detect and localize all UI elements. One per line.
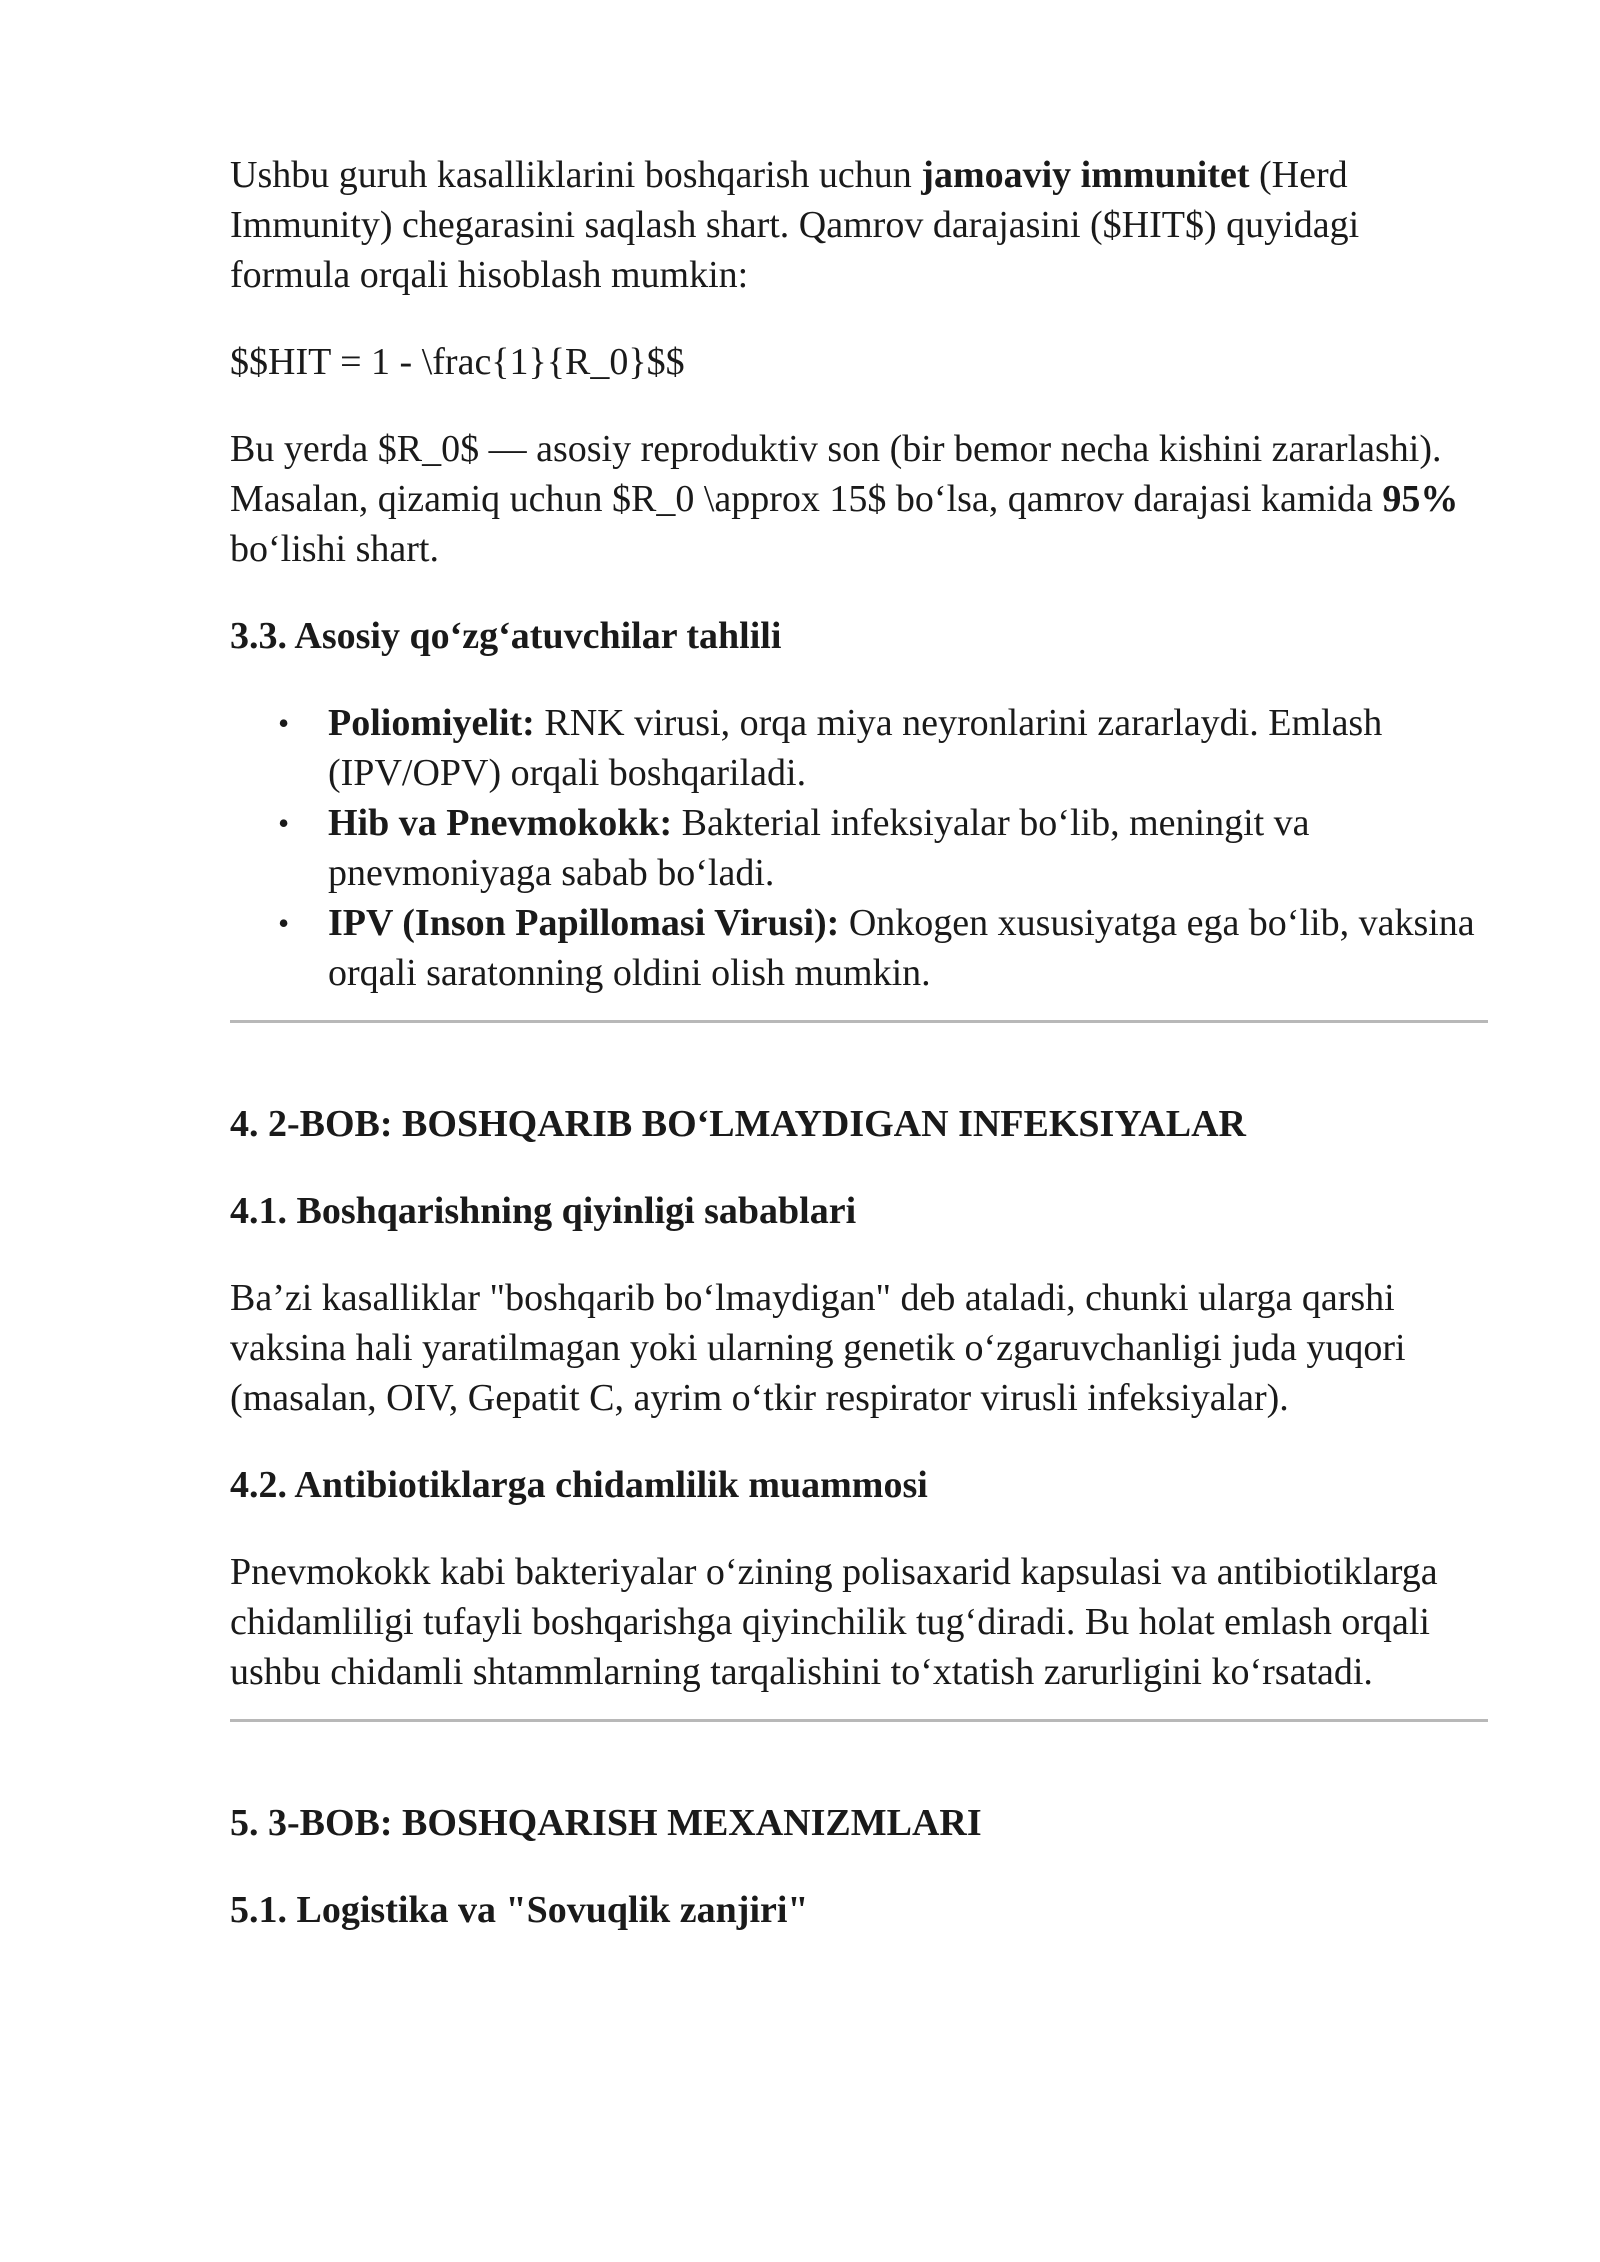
- r0-bold-percent: 95%: [1382, 478, 1459, 520]
- list-item-text: RNK virusi, orqa miya neyronlarini zararlaydi. Emlash (IPV/OPV) orqali boshqariladi.: [328, 702, 1383, 794]
- herd-immunity-text-b: (Herd Immunity) chegarasini saqlash shart. Qamrov darajasini ($HIT$) quyidagi formula orqali hisoblash mumkin:: [230, 154, 1360, 296]
- pathogen-list: [230, 698, 1488, 998]
- bullet-icon: •: [278, 705, 290, 741]
- herd-immunity-bold: jamoaviy immunitet: [921, 154, 1250, 196]
- hit-formula: $$HIT = 1 - \frac{1}{R_0}$$: [230, 341, 685, 383]
- section-4-2-heading: 4.2. Antibiotiklarga chidamlilik muammosi: [230, 1464, 928, 1506]
- list-item: [230, 698, 1488, 798]
- herd-immunity-paragraph: [230, 150, 1488, 300]
- list-item-term: Hib va Pnevmokokk:: [328, 802, 673, 844]
- list-item: [230, 898, 1488, 998]
- section-4-2-text: Pnevmokokk kabi bakteriyalar o‘zining polisaxarid kapsulasi va antibiotiklarga chidamliligi tufayli boshqarishga qiyinchilik tug‘diradi. Bu holat emlash orqali ushbu chidamli shtammlarning tarqalishini to‘xtatish zarurligini ko‘rsatadi.: [230, 1551, 1438, 1693]
- divider: [230, 1719, 1488, 1722]
- list-item-text: Bakterial infeksiyalar bo‘lib, meningit va pnevmoniyaga sabab bo‘ladi.: [328, 802, 1310, 894]
- bullet-icon: •: [278, 905, 290, 941]
- chapter-5-heading: 5. 3-BOB: BOSHQARISH MEXANIZMLARI: [230, 1802, 982, 1844]
- bullet-icon: •: [278, 805, 290, 841]
- divider: [230, 1020, 1488, 1023]
- section-4-1-heading: 4.1. Boshqarishning qiyinligi sabablari: [230, 1190, 857, 1232]
- chapter-4-heading: 4. 2-BOB: BOSHQARIB BO‘LMAYDIGAN INFEKSIYALAR: [230, 1103, 1246, 1145]
- section-3-3-heading: 3.3. Asosiy qo‘zg‘atuvchilar tahlili: [230, 615, 782, 657]
- document-page: [230, 150, 1488, 1972]
- list-item-term: IPV (Inson Papillomasi Virusi):: [328, 902, 840, 944]
- r0-text-b: bo‘lishi shart.: [230, 528, 439, 570]
- list-item-text: Onkogen xususiyatga ega bo‘lib, vaksina orqali saratonning oldini olish mumkin.: [328, 902, 1475, 994]
- section-4-1-text: Ba’zi kasalliklar "boshqarib bo‘lmaydigan" deb ataladi, chunki ularga qarshi vaksina hali yaratilmagan yoki ularning genetik o‘zgaruvchanligi juda yuqori (masalan, OIV, Gepatit C, ayrim o‘tkir respirator virusli infeksiyalar).: [230, 1277, 1406, 1419]
- section-5-1-heading: 5.1. Logistika va "Sovuqlik zanjiri": [230, 1889, 809, 1931]
- r0-paragraph: [230, 424, 1488, 574]
- r0-text-a: Bu yerda $R_0$ — asosiy reproduktiv son (bir bemor necha kishini zararlashi). Masalan, qizamiq uchun $R_0 \approx 15$ bo‘lsa, qamrov darajasi kamida: [230, 428, 1442, 520]
- list-item-term: Poliomiyelit:: [328, 702, 535, 744]
- herd-immunity-text-a: Ushbu guruh kasalliklarini boshqarish uchun: [230, 154, 922, 196]
- list-item: [230, 798, 1488, 898]
